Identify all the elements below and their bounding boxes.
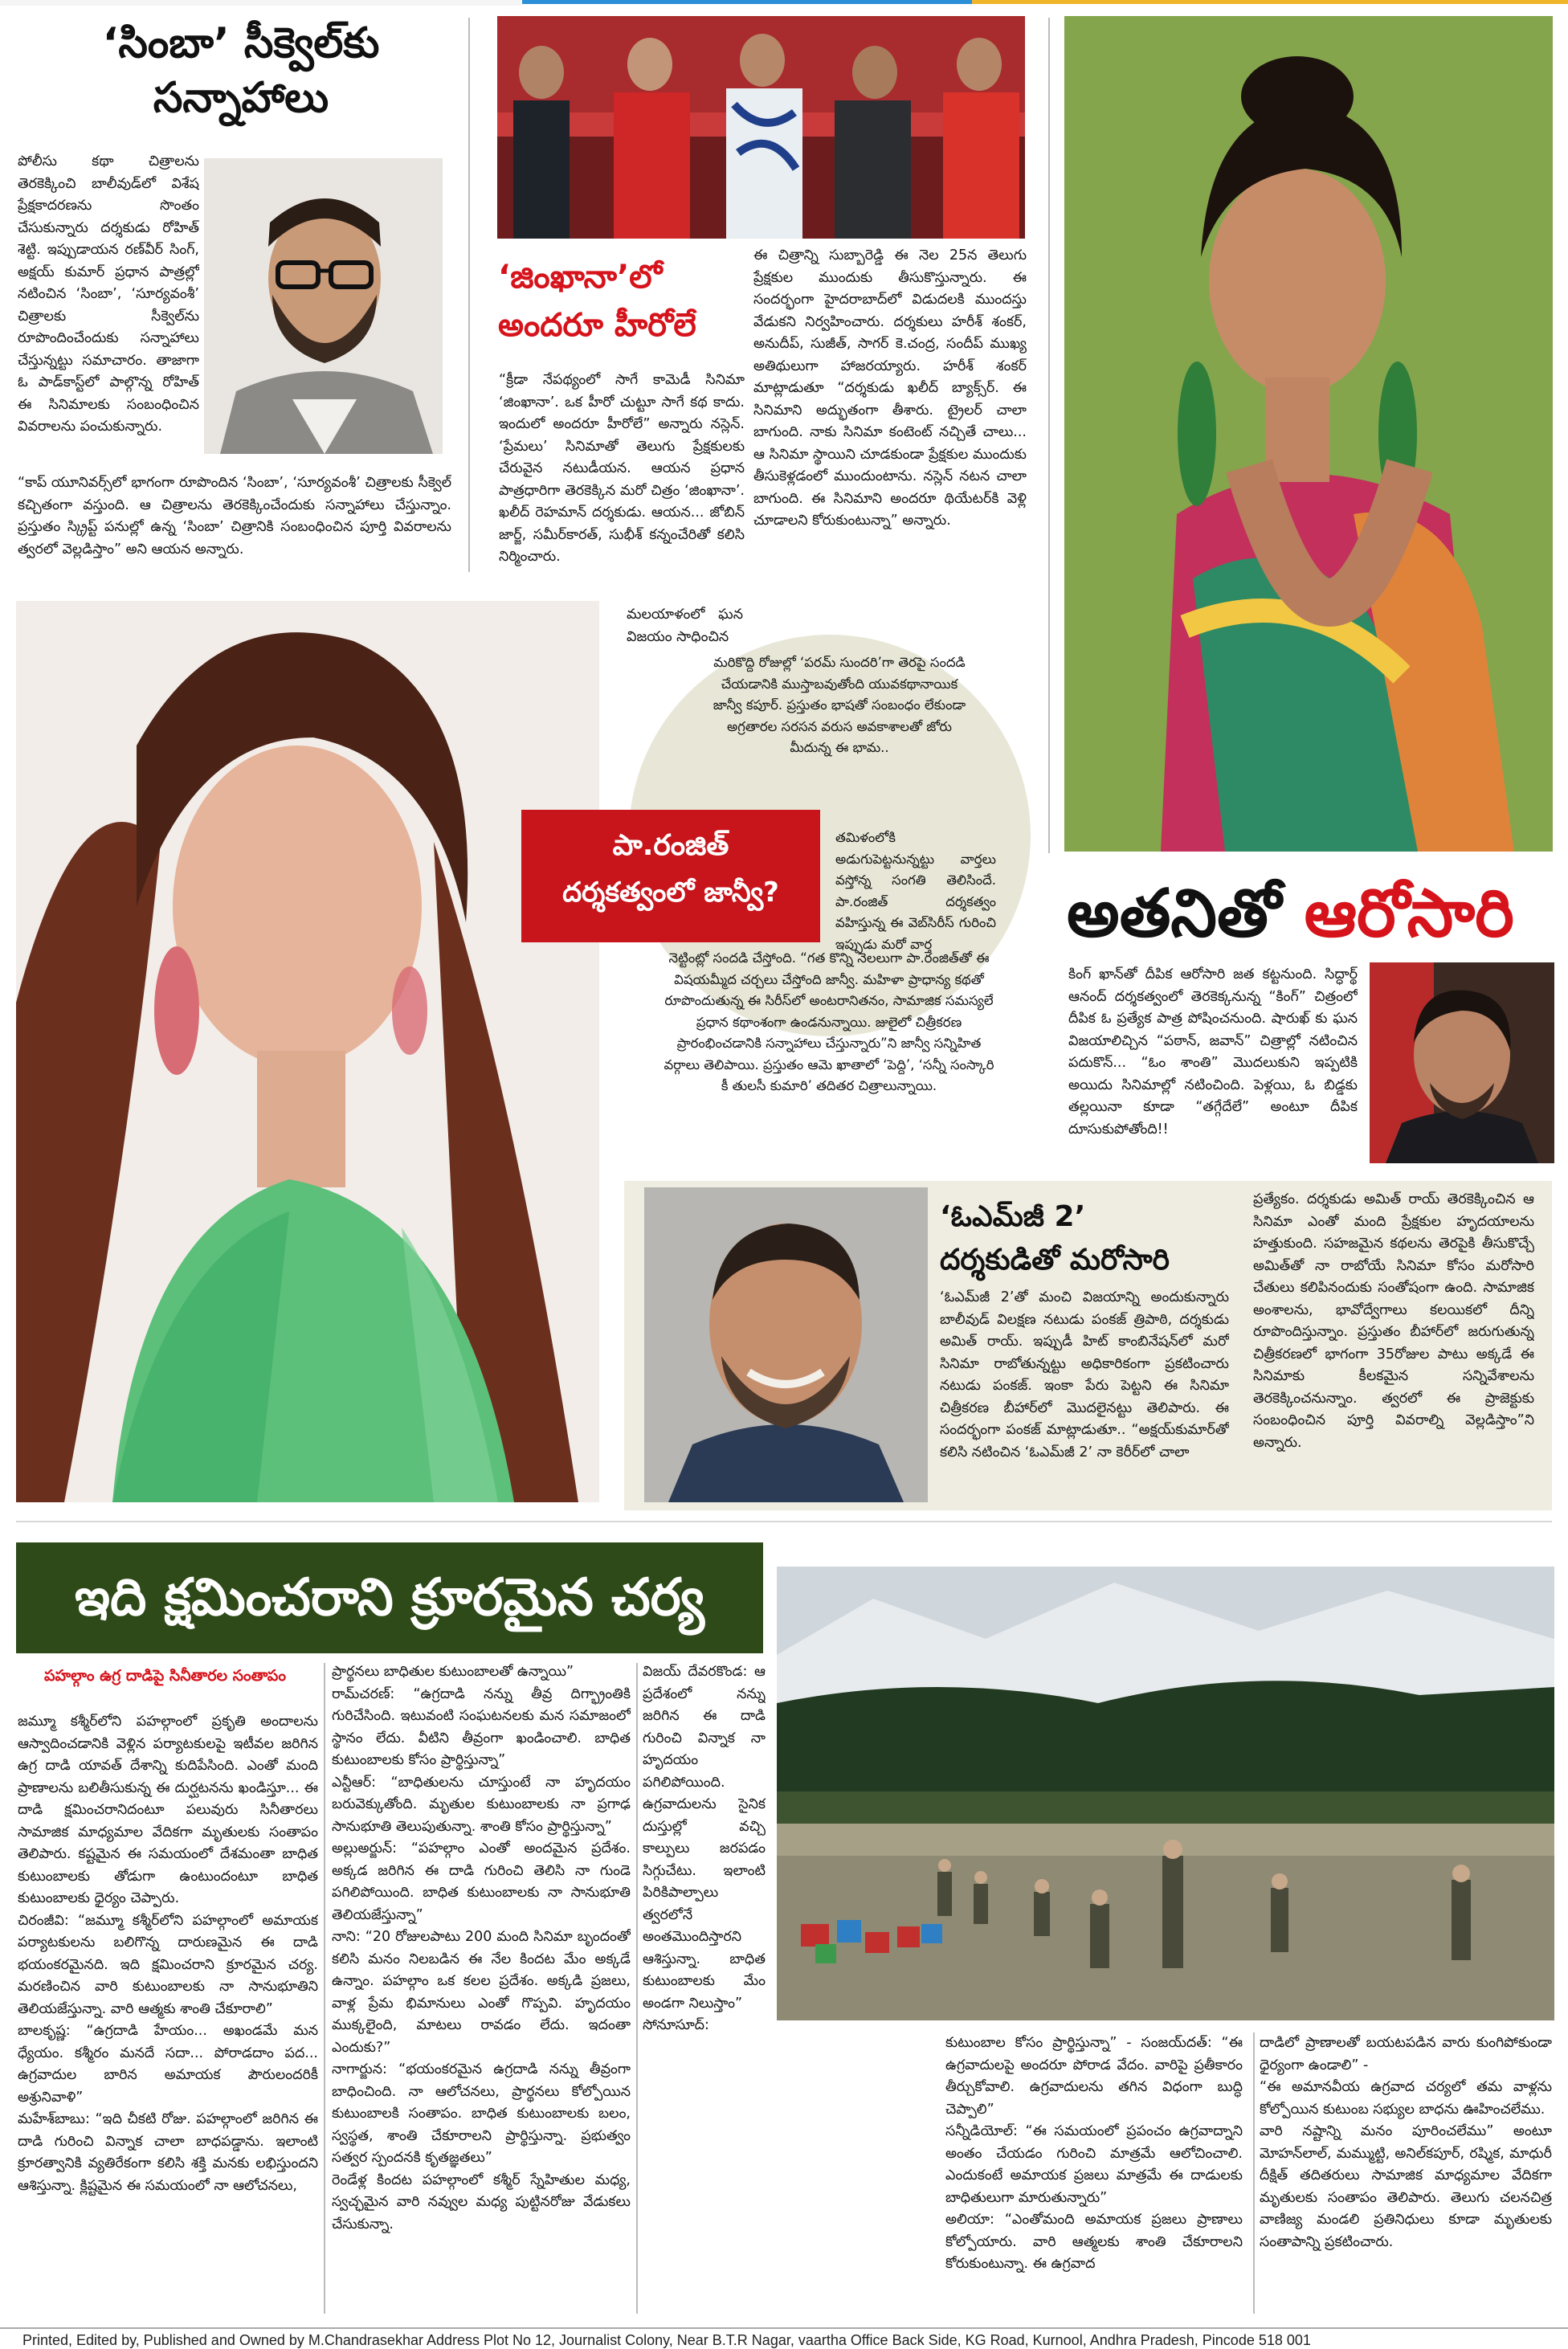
deepika-padukone-photo: [1064, 16, 1553, 852]
simba-headline: [16, 16, 466, 125]
pahalgam-banner: [16, 1542, 763, 1653]
omg-headline: [940, 1195, 1245, 1282]
column-divider: [1048, 18, 1050, 853]
top-color-strip-left: [0, 0, 522, 6]
column-divider: [1253, 2032, 1255, 2314]
pahalgam-col3-continued: [643, 2041, 940, 2310]
top-color-strip-mid: [522, 0, 972, 4]
jimkhana-headline-line2: అందరూ హీరోలే: [498, 307, 696, 344]
janhvi-headline-box: [521, 810, 820, 942]
shahrukh-khan-photo: [1370, 962, 1554, 1163]
omg-col2-text: ప్రత్యేకం. దర్శకుడు అమిత్‌ రాయ్‌ తెరకెక్కించిన ఆ సినిమా ఎంతో మంది ప్రేక్షకుల హృదయాలను హత్తుకుంది. సహజమైన కథలను తెరపైకి తీసుకొచ్చే అమిత్‌తో నా రాబోయే సినిమా కోసం మరోసారి చేతులు కలిపినందుకు సంతోషంగా ఉంది. సామాజిక అంశాలను, భావోద్వేగాలు కలయికలో దీన్ని రూపొందిస్తున్నాం. ప్రస్తుతం బీహార్‌లో జరుగుతున్న చిత్రీకరణలో భాగంగా 35రోజుల పాటు అక్కడే ఈ సినిమాకు కీలకమైన సన్నివేశాలను తెరకెక్కించనున్నాం. త్వరలో ఈ ప్రాజెక్టుకు సంబంధించిన పూర్తి వివరాల్ని వెల్లడిస్తాం”ని అన్నారు.: [1253, 1191, 1534, 1451]
deepika-headline-black: అతనితో: [1067, 876, 1281, 952]
deepika-text: కింగ్‌ ఖాన్‌తో దీపిక ఆరోసారి జత కట్టనుంది. సిద్ధార్థ్‌ ఆనంద్‌ దర్శకత్వంలో తెరకెక్కనున్న “కింగ్‌” చిత్రంలో దీపిక ఓ ప్రత్యేక పాత్ర పోషించనుంది. షారుఖ్‌ కు ఘన విజయాలిచ్చిన “పఠాన్‌, జవాన్‌” చిత్రాల్లో నటించిన పదుకొన్‌... “ఓం శాంతి” మొదలుకుని ఇప్పటికి అయిదు సినిమాల్లో నటించింది. పెళ్లయి, ఓ బిడ్డకు తల్లయినా కూడా “తగ్గేదేలే” అంటూ దీపిక దూసుకుపోతోంది!!: [1068, 966, 1358, 1138]
janhvi-circle-right: తమిళంలోకి అడుగుపెట్టనున్నట్టు వార్తలు వస్తోన్న సంగతి తెలిసిందే. పా.రంజిత్‌ దర్శకత్వం వహిస్తున్న ఈ వెబ్‌సిరీస్‌ గురించి ఇప్పుడు మరో వార్త: [835, 830, 996, 952]
footer-imprint: Printed, Edited by, Published and Owned by M.Chandrasekhar Address Plot No 12, Journalist Colony, Near B.T.R Nagar, vaartha Office Back Side, KG Road, Kurnool, Andhra Pradesh, Pincode 518 001: [22, 2332, 1311, 2348]
pahalgam-banner-text: ఇది క్షమించరాని క్రూరమైన చర్య: [75, 1568, 704, 1628]
janhvi-kapoor-photo: [16, 601, 599, 1502]
simba-headline-line1: ‘సింబా’ సీక్వెల్‌కు: [102, 19, 380, 67]
pahalgam-security-forces-photo: [777, 1567, 1554, 2020]
pahalgam-col2-text: ప్రార్థనలు బాధితుల కుటుంబాలతో ఉన్నాయి” రామ్‌చరణ్‌: “ఉగ్రదాడి నన్ను తీవ్ర దిగ్భ్రాంతికి గురిచేసింది. ఇటువంటి సంఘటనలకు మన సమాజంలో స్థానం లేదు. వీటిని తీవ్రంగా ఖండించాలి. బాధిత కుటుంబాలకు కోసం ప్రార్థిస్తున్నా” ఎన్టీఆర్‌: “బాధితులను చూస్తుంటే నా హృదయం బరువెక్కుతోంది. మృతుల కుటుంబాలకు నా ప్రగాఢ సానుభూతి తెలుపుతున్నా. శాంతి కోసం ప్రార్థిస్తున్నా” అల్లుఅర్జున్‌: “పహల్గాం ఎంతో అందమైన ప్రదేశం. అక్కడ జరిగిన ఈ దాడి గురించి తెలిసి నా గుండె పగిలిపోయింది. బాధిత కుటుంబాలకు నా సానుభూతి తెలియజేస్తున్నా” నాని: “20 రోజులపాటు 200 మంది సినిమా బృందంతో కలిసి మనం నిలబడిన ఈ నేల కిందట మేం అక్కడే ఉన్నాం. పహల్గాం ఒక కలల ప్రదేశం. అక్కడి ప్రజలు, వాళ్ల ప్రేమ భిమానులు ఎంతో గొప్పవి. హృదయం ముక్కలైంది, మాటలు రావడం లేదు. ఇదంతా ఎందుకు?” నాగార్జున: “భయంకరమైన ఉగ్రదాడి నన్ను తీవ్రంగా బాధించింది. నా ఆలోచనలు, ప్రార్థనలు కోల్పోయిన కుటుంబాలకి సంతాపం. బాధిత కుటుంబాలకు బలం, స్వస్థత, శాంతి చేకూరాలని ప్రార్థిస్తున్నా. ప్రభుత్వం సత్వర స్పందనకి కృతజ్ఞతలు” రెండేళ్ల కిందట పహల్గాంలో కశ్మీర్‌ స్నేహితుల మధ్య, స్వచ్ఛమైన వారి నవ్వుల మధ్య పుట్టినరోజు వేడుకలు చేసుకున్నా.: [332, 1664, 631, 2233]
column-divider: [468, 18, 470, 572]
section-divider: [16, 1521, 1552, 1522]
janhvi-circle-top: మరికొద్ది రోజుల్లో ‘పరమ్‌ సుందరి’గా తెరపై సందడి చేయడానికి ముస్తాబవుతోంది యువకథానాయిక జాన్వీ కపూర్‌. ప్రస్తుతం భాషతో సంబంధం లేకుండా అగ్రతారల సరసన వరుస అవకాశాలతో జోరు మీదున్న ఈ భామ..: [713, 655, 966, 755]
column-divider: [324, 1663, 325, 2314]
jimkhana-headline-line1: ‘జింఖానా’లో: [498, 259, 663, 296]
simba-col-text: పోలీసు కథా చిత్రాలను తెరకెక్కించి బాలీవుడ్‌లో విశేష ప్రేక్షకాదరణను సొంతం చేసుకున్నారు దర్శకుడు రోహిత్‌ శెట్టి. ఇప్పుడాయన రణ్‌వీర్‌ సింగ్‌, అక్షయ్‌ కుమార్‌ ప్రధాన పాత్రల్లో నటించిన ‘సింబా’, ‘సూర్యవంశీ’ చిత్రాలకు సీక్వెల్‌ను రూపొందించేందుకు సన్నాహాలు చేస్తున్నట్టు సమాచారం. తాజాగా ఓ పాడ్‌కాస్ట్‌లో పాల్గొన్న రోహిత్‌ ఈ సినిమాలకు సంబంధించిన వివరాలను పంచుకున్నారు.: [18, 153, 199, 435]
top-color-strip-right: [972, 0, 1568, 4]
omg-col1-text: ‘ఓఎమ్‌జీ 2’తో మంచి విజయాన్ని అందుకున్నారు బాలీవుడ్‌ విలక్షణ నటుడు పంకజ్‌ త్రిపాఠి, దర్శకుడు అమిత్‌ రాయ్‌. ఇప్పుడీ హిట్‌ కాంబినేషన్‌లో మరో సినిమా రాబోతున్నట్టు అధికారికంగా ప్రకటించారు నటుడు పంకజ్‌. ఇంకా పేరు పెట్టని ఈ సినిమా చిత్రీకరణ బీహార్‌లో మొదలైనట్టు తెలిపారు. ఈ సందర్భంగా పంకజ్‌ మాట్లాడుతూ.. “అక్షయ్‌కుమార్‌తో కలిసి నటించిన ‘ఓఎమ్‌జీ 2’ నా కెరీర్‌లో చాలా: [940, 1289, 1229, 1460]
jimkhana-col2-text: ఈ చిత్రాన్ని సుబ్బారెడ్డి ఈ నెల 25న తెలుగు ప్రేక్షకుల ముందుకు తీసుకొస్తున్నారు. ఈ సందర్భంగా హైదరాబాద్‌లో విడుదలకి ముందస్తు వేడుకని నిర్వహించారు. దర్శకులు హరీశ్‌ శంకర్‌, అనుదీప్‌, సుజీత్‌, సాగర్‌ కె.చంద్ర, సందీప్‌ ముఖ్య అతిథులుగా హాజరయ్యారు. హరీశ్‌ శంకర్‌ మాట్లాడుతూ “దర్శకుడు ఖలీద్‌ బ్యాక్స్‌ర్‌. ఈ సినిమాని అద్భుతంగా తీశారు. ట్రైలర్‌ చాలా బాగుంది. నాకు సినిమా కంటెంట్‌ నచ్చితే చాలు... ఆ సినిమా స్థాయిని చూడకుండా ప్రేక్షకుల ముందుకు తీసుకెళ్లడంలో ముందుంటాను. నస్లెన్‌ నటన చాలా బాగుంది. ఈ సినిమాని అందరూ థియేటర్‌కి వెళ్లి చూడాలని కోరుకుంటున్నా” అన్నారు.: [753, 247, 1027, 529]
pahalgam-col1-text: జమ్మూ కశ్మీర్‌లోని పహల్గాంలో ప్రకృతి అందాలను ఆస్వాదించడానికి వెళ్లిన పర్యాటకులపై ఇటీవల జరిగిన ఉగ్ర దాడి యావత్‌ దేశాన్ని కుదిపేసింది. ఎంతో మంది ప్రాణాలను బలితీసుకున్న ఈ దుర్ఘటనను ఖండిస్తూ... ఈ దాడి క్షమించరానిదంటూ పలువురు సినీతారలు సామాజిక మాధ్యమాల వేదికగా మృతులకు సంతాపం తెలిపారు. కష్టమైన ఈ సమయంలో దేశమంతా బాధిత కుటుంబాలకు తోడుగా ఉంటుందంటూ బాధిత కుటుంబాలకు ధైర్యం చెప్పారు. చిరంజీవి: “జమ్మూ కశ్మీర్‌లోని పహల్గాంలో అమాయక పర్యాటకులను బలిగొన్న దారుణమైన ఈ దాడి భయంకరమైనది. ఇది క్షమించరాని క్రూరమైన చర్య. మరణించిన వారి కుటుంబాలకు నా సానుభూతిని తెలియజేస్తున్నా. వారి ఆత్మకు శాంతి చేకూరాలి” బాలకృష్ణ: “ఉగ్రదాడి హేయం... అఖండమే మన ధ్యేయం. కశ్మీరం మనదే సదా... పోరాడదాం పద... ఉగ్రవాదుల బారిన అమాయక పౌరులందరికీ అశ్రునివాళి” మహేశ్‌బాబు: “ఇది చీకటి రోజు. పహల్గాంలో జరిగిన ఈ దాడి గురించి విన్నాక చాలా బాధపడ్డాను. ఇలాంటి క్రూరత్వానికి వ్యతిరేకంగా కలిసి శక్తి మనకు లభిస్తుందని ఆశిస్తున్నా. క్లిష్టమైన ఈ సమయంలో నా ఆలోచనలు,: [18, 1714, 318, 2194]
ranveer-singh-photo: [204, 158, 443, 454]
jimkhana-headline: [498, 253, 739, 349]
simba-full-text: “కాప్‌ యూనివర్స్‌లో భాగంగా రూపొందిన ‘సింబా’, ‘సూర్యవంశీ’ చిత్రాలకు సీక్వెల్‌ కచ్చితంగా వస్తుంది. ఆ చిత్రాలను తెరకెక్కించేందుకు సన్నాహాలు చేస్తున్నాం. ప్రస్తుతం స్క్రిప్ట్‌ పనుల్లో ఉన్న ‘సింబా’ చిత్రానికి సంబంధించిన పూర్తి వివరాలను త్వరలో వెల్లడిస్తాం” అని ఆయన అన్నారు.: [18, 475, 451, 558]
pahalgam-col5-text: దాడిలో ప్రాణాలతో బయటపడిన వారు కుంగిపోకుండా ధైర్యంగా ఉండాలి” - “ఈ అమానవీయ ఉగ్రవాద చర్యలో తమ వాళ్లను కోల్పోయిన కుటుంబ సభ్యుల బాధను ఊహించలేము. వారి నష్టాన్ని మనం పూరించలేము” అంటూ మోహన్‌లాల్‌, మమ్ముట్టి, అనిల్‌కపూర్‌, రష్మిక, మాధురీ దీక్షిత్‌ తదితరులు సామాజిక మాధ్యమాల వేదికగా మృతులకు సంతాపం తెలిపారు. తెలుగు చలనచిత్ర వాణిజ్య మండలి ప్రతినిధులు కూడా మృతులకు సంతాపాన్ని ప్రకటించారు.: [1260, 2035, 1552, 2250]
deepika-headline-red: ఆరోసారి: [1304, 876, 1514, 952]
column-divider: [636, 1663, 638, 2314]
pahalgam-col3-text: విజయ్‌ దేవరకొండ: ఆ ప్రదేశంలో నన్ను జరిగిన ఈ దాడి గురించి విన్నాక నా హృదయం పగిలిపోయింది. ఉగ్రవాదులను సైనిక దుస్తుల్లో వచ్చి కాల్పులు జరపడం సిగ్గుచేటు. ఇలాంటి పిరికిపాల్పాలు త్వరలోనే అంతమొందిస్తారని ఆశిస్తున్నా. బాధిత కుటుంబాలకు మేం అండగా నిలుస్తాం” సోనూసూద్‌:: [643, 1664, 766, 2033]
janhvi-circle-bottom: నెట్టింట్లో సందడి చేస్తోంది. “గత కొన్ని నెలలుగా పా.రంజిత్‌తో ఈ విషయమ్మీద చర్చలు చేస్తోంది జాన్వీ. మహిళా ప్రాధాన్య కథతో రూపొందుతున్న ఈ సిరీస్‌లో అంటరానితనం, సామాజిక సమస్యలే ప్రధాన కథాంశంగా ఉండనున్నాయి. జులైలో చిత్రీకరణ ప్రారంభించడానికి సన్నాహాలు చేస్తున్నారు”ని జాన్వీ సన్నిహిత వర్గాలు తెలిపాయి. ప్రస్తుతం ఆమె ఖాతాలో ‘పెద్ది’, ‘సన్నీ సంస్కారి కీ తులసీ కుమారి’ తదితర చిత్రాలున్నాయి.: [664, 950, 994, 1093]
footer-divider: [0, 2327, 1568, 2329]
jimkhana-col1-text: “క్రీడా నేపథ్యంలో సాగే కామెడీ సినిమా ‘జింఖానా’. ఒక హీరో చుట్టూ సాగే కథ కాదు. ఇందులో అందరూ హీరోలే” అన్నారు నస్లెన్‌. ‘ప్రేమలు’ సినిమాతో తెలుగు ప్రేక్షకులకు చేరువైన నటుడీయన. ఆయన ప్రధాన పాత్రధారిగా తెరకెక్కిన మరో చిత్రం ‘జింఖానా’. ఖలీద్‌ రెహమాన్‌ దర్శకుడు. ఆయన... జోబిన్‌ జార్జ్‌, సమీర్‌కారత్‌, సుభీశ్‌ కన్నంచేరితో కలిసి నిర్మించారు.: [499, 372, 745, 565]
jimkhana-team-photo: [497, 16, 1025, 239]
pahalgam-col4-text: కుటుంబాల కోసం ప్రార్థిస్తున్నా” - సంజయ్‌దత్‌: “ఈ ఉగ్రవాదులపై అందరూ పోరాడ వేదం. వారిపై ప్రతీకారం తీర్చుకోవాలి. ఉగ్రవాదులను తగిన విధంగా బుద్ధి చెప్పాలి” సన్నీడియోల్‌: “ఈ సమయంలో ప్రపంచం ఉగ్రవాద్నాని అంతం చేయడం గురించి మాత్రమే ఆలోచించాలి. ఎందుకంటే అమాయక ప్రజలు మాత్రమే ఈ దాడులకు బాధితులుగా మారుతున్నారు” అలియా: “ఎంతోమంది అమాయక ప్రజలు ప్రాణాలు కోల్పోయారు. వారి ఆత్మలకు శాంతి చేకూరాలని కోరుకుంటున్నా. ఈ ఉగ్రవాద: [945, 2035, 1243, 2272]
deepika-text-tail: [1068, 1131, 1358, 1157]
jimkhana-col1-tail: మలయాళంలో ఘన విజయం సాధించిన: [627, 607, 743, 645]
janhvi-headline-line2: దర్శకత్వంలో జాన్వీ?: [562, 876, 779, 909]
omg-headline-line2: దర్శకుడితో మరోసారి: [940, 1244, 1170, 1277]
omg-headline-line1: ‘ఓఎమ్‌జీ 2’: [940, 1200, 1086, 1233]
pankaj-tripathi-photo: [644, 1187, 928, 1502]
janhvi-headline-line1: పా.రంజిత్‌: [612, 829, 729, 862]
simba-headline-line2: సన్నాహాలు: [153, 74, 329, 122]
deepika-headline: [1067, 874, 1557, 954]
pahalgam-sub-headline: పహల్గాం ఉగ్ర దాడిపై సినీతారల సంతాపం: [44, 1667, 286, 1685]
